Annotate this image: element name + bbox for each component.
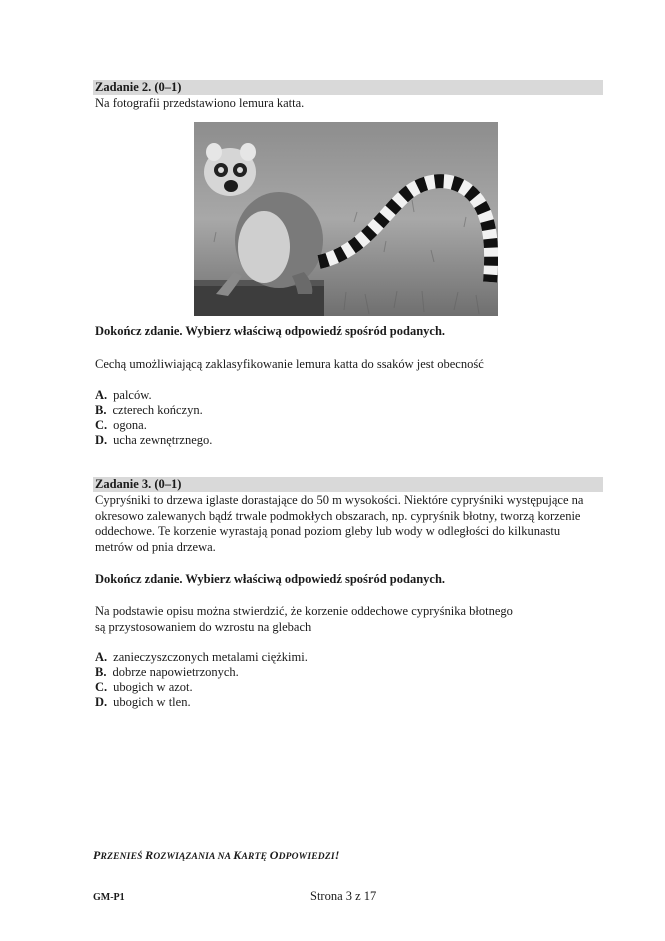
option-text: ubogich w azot. bbox=[113, 680, 193, 694]
task-3-header: Zadanie 3. (0–1) bbox=[93, 477, 603, 492]
option-letter: D. bbox=[95, 433, 108, 447]
paragraph-line: oddechowe. Te korzenie wyrastają ponad poziom gleby lub wody w odległości do kilkunastu bbox=[95, 524, 561, 538]
page-number: Strona 3 z 17 bbox=[310, 889, 377, 903]
option-text: ucha zewnętrznego. bbox=[113, 433, 213, 447]
task-2-option-b bbox=[95, 403, 203, 419]
question-line: Na podstawie opisu można stwierdzić, że korzenie oddechowe cypryśnika błotnego bbox=[95, 604, 513, 618]
option-text: czterech kończyn. bbox=[112, 403, 203, 417]
note-part: DPOWIEDZI bbox=[278, 852, 335, 862]
option-letter: C. bbox=[95, 418, 108, 432]
task-3-option-d bbox=[95, 695, 191, 711]
option-letter: D. bbox=[95, 695, 108, 709]
option-letter: B. bbox=[95, 665, 107, 679]
paragraph-line: metrów od pnia drzewa. bbox=[95, 539, 216, 554]
note-part: O bbox=[269, 848, 279, 862]
option-letter: C. bbox=[95, 680, 108, 694]
note-part: K bbox=[233, 848, 242, 862]
note-part: P bbox=[93, 848, 101, 862]
paragraph-line: okresowo zalewanych bądź trwale podmokłych obszarach, np. cypryśnik błotny, tworzą korzenie bbox=[95, 508, 581, 523]
transfer-answers-note bbox=[93, 848, 340, 863]
option-text: zanieczyszczonych metalami ciężkimi. bbox=[113, 650, 308, 664]
lemur-photo bbox=[194, 122, 498, 316]
paragraph-line: Cypryśniki to drzewa iglaste dorastające do 50 m wysokości. Niektóre cypryśniki występujące na bbox=[95, 493, 584, 507]
task-2-question: Cechą umożliwiającą zaklasyfikowanie lemura katta do ssaków jest obecność bbox=[95, 357, 484, 371]
task-2-header: Zadanie 2. (0–1) bbox=[93, 80, 603, 95]
task-3-paragraph bbox=[95, 493, 603, 555]
option-text: dobrze napowietrzonych. bbox=[112, 665, 239, 679]
task-2-option-a bbox=[95, 388, 152, 404]
option-text: ubogich w tlen. bbox=[113, 695, 191, 709]
exam-code: GM-P1 bbox=[93, 892, 125, 903]
task-3-option-c bbox=[95, 680, 193, 696]
question-line: są przystosowaniem do wzrostu na glebach bbox=[95, 619, 312, 634]
option-text: palców. bbox=[113, 388, 152, 402]
note-part: ! bbox=[334, 848, 340, 862]
task-2-option-c bbox=[95, 418, 147, 434]
task-3-question bbox=[95, 604, 603, 635]
task-3-option-a bbox=[95, 650, 308, 666]
note-part: OZWIĄZANIA NA bbox=[153, 852, 234, 862]
task-3-instruction: Dokończ zdanie. Wybierz właściwą odpowiedź spośród podanych. bbox=[95, 572, 446, 586]
option-letter: A. bbox=[95, 650, 108, 664]
task-2-option-d bbox=[95, 433, 212, 449]
task-2-instruction: Dokończ zdanie. Wybierz właściwą odpowiedź spośród podanych. bbox=[95, 324, 446, 338]
option-letter: A. bbox=[95, 388, 108, 402]
note-part: R bbox=[145, 848, 154, 862]
task-3-option-b bbox=[95, 665, 239, 681]
option-letter: B. bbox=[95, 403, 107, 417]
option-text: ogona. bbox=[113, 418, 147, 432]
task-2-intro: Na fotografii przedstawiono lemura katta. bbox=[95, 96, 305, 110]
note-part: ARTĘ bbox=[241, 852, 270, 862]
note-part: RZENIEŚ bbox=[100, 852, 146, 862]
